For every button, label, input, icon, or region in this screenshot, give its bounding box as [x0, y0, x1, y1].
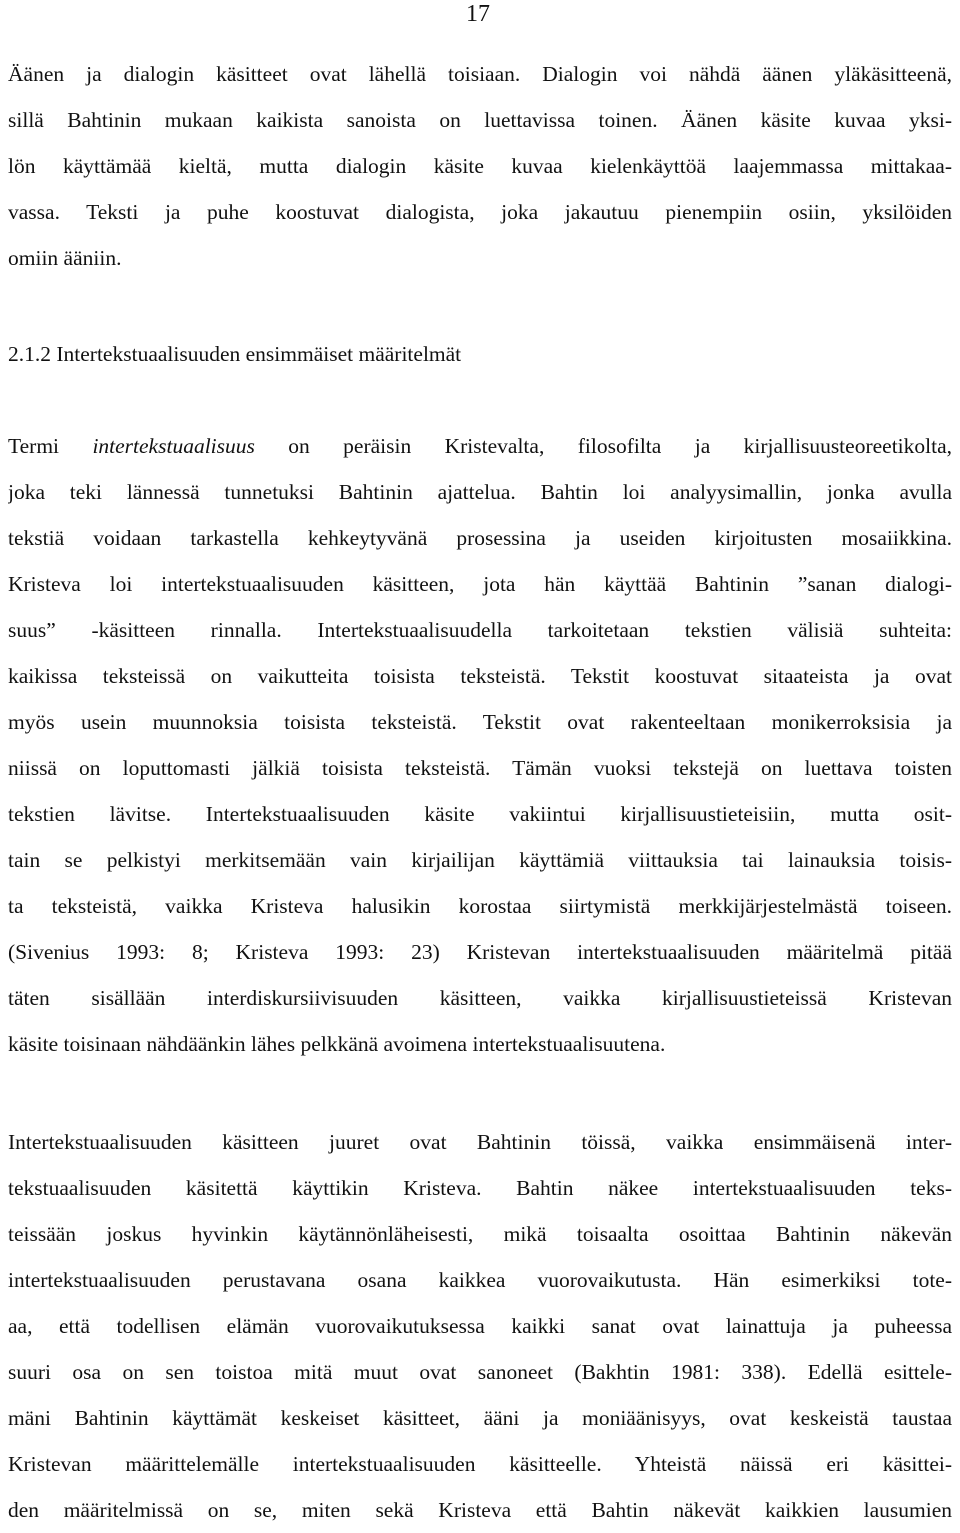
text-line: ta teksteistä, vaikka Kristeva halusikin korostaa siirtymistä merkkijärjestelmästä toiseen. — [8, 894, 952, 918]
text-run: on peräisin Kristevalta, filosofilta ja kirjallisuusteoreetikolta, — [254, 434, 952, 458]
text-line: käsite toisinaan nähdäänkin lähes pelkkänä avoimena intertekstuaalisuutena. — [8, 1032, 666, 1056]
text-line: suus” -käsitteen rinnalla. Intertekstuaalisuudella tarkoitetaan tekstien välisiä suhteita: — [8, 618, 952, 642]
page-number: 17 — [466, 1, 490, 27]
text-line: suuri osa on sen toistoa mitä muut ovat sanoneet (Bakhtin 1981: 338). Edellä esittele- — [8, 1360, 952, 1384]
text-line: (Sivenius 1993: 8; Kristeva 1993: 23) Kristevan intertekstuaalisuuden määritelmä pitää — [8, 940, 952, 964]
text-line: mäni Bahtinin käyttämät keskeiset käsitteet, ääni ja moniäänisyys, ovat keskeistä taustaa — [8, 1406, 952, 1430]
text-line: lön käyttämää kieltä, mutta dialogin käsite kuvaa kielenkäyttöä laajemmassa mittakaa- — [8, 154, 952, 178]
text-line: joka teki lännessä tunnetuksi Bahtinin ajattelua. Bahtin loi analyysimallin, jonka avulla — [8, 480, 952, 504]
text-line: tekstien lävitse. Intertekstuaalisuuden käsite vakiintui kirjallisuustieteisiin, mutta osit- — [8, 802, 952, 826]
text-line: intertekstuaalisuuden perustavana osana kaikkea vuorovaikutusta. Hän esimerkiksi tote- — [8, 1268, 952, 1292]
text-line: tekstiä voidaan tarkastella kehkeytyvänä prosessina ja useiden kirjoitusten mosaiikkina. — [8, 526, 952, 550]
text-line: Kristeva loi intertekstuaalisuuden käsitteen, jota hän käyttää Bahtinin ”sanan dialogi- — [8, 572, 952, 596]
text-line: omiin ääniin. — [8, 246, 122, 270]
text-line: Kristevan määrittelemälle intertekstuaalisuuden käsitteelle. Yhteistä näissä eri käsittei- — [8, 1452, 952, 1476]
section-heading: 2.1.2 Intertekstuaalisuuden ensimmäiset määritelmät — [8, 342, 462, 366]
text-line: den määritelmissä on se, miten sekä Kristeva että Bahtin näkevät kaikkien lausumien — [8, 1498, 952, 1522]
text-line: täten sisällään interdiskursiivisuuden käsitteen, vaikka kirjallisuustieteissä Kristevan — [8, 986, 952, 1010]
paragraph-voice-and-dialogue — [8, 51, 952, 281]
text-line: myös usein muunnoksia toisista teksteistä. Tekstit ovat rakenteeltaan monikerroksisia ja — [8, 710, 952, 734]
text-line: niissä on loputtomasti jälkiä toisista teksteistä. Tämän vuoksi tekstejä on luettava toisten — [8, 756, 952, 780]
text-line: tekstuaalisuuden käsitettä käyttikin Kristeva. Bahtin näkee intertekstuaalisuuden teks- — [8, 1176, 952, 1200]
text-line: vassa. Teksti ja puhe koostuvat dialogista, joka jakautuu pienempiin osiin, yksilöiden — [8, 200, 952, 224]
text-line: aa, että todellisen elämän vuorovaikutuksessa kaikki sanat ovat lainattuja ja puheessa — [8, 1314, 952, 1338]
text-line: teissään joskus hyvinkin käytännönläheisesti, mikä toisaalta osoittaa Bahtinin näkevän — [8, 1222, 952, 1246]
paragraph-roots-of-intertextuality — [8, 1119, 952, 1533]
text-line: sillä Bahtinin mukaan kaikista sanoista on luettavissa toinen. Äänen käsite kuvaa yksi- — [8, 108, 952, 132]
text-line: tain se pelkistyi merkitsemään vain kirjailijan käyttämiä viittauksia tai lainauksia toisis- — [8, 848, 952, 872]
text-line: kaikissa teksteissä on vaikutteita toisista teksteistä. Tekstit koostuvat sitaateista ja ovat — [8, 664, 952, 688]
text-run: Termi — [8, 434, 93, 458]
paragraph-intertextuality-definition — [8, 423, 952, 1067]
text-line: Äänen ja dialogin käsitteet ovat lähellä toisiaan. Dialogin voi nähdä äänen yläkäsitteenä, — [8, 62, 952, 86]
text-line — [8, 423, 952, 469]
italic-term: intertekstuaalisuus — [92, 434, 255, 458]
text-line: Intertekstuaalisuuden käsitteen juuret ovat Bahtinin töissä, vaikka ensimmäisenä inter- — [8, 1130, 952, 1154]
